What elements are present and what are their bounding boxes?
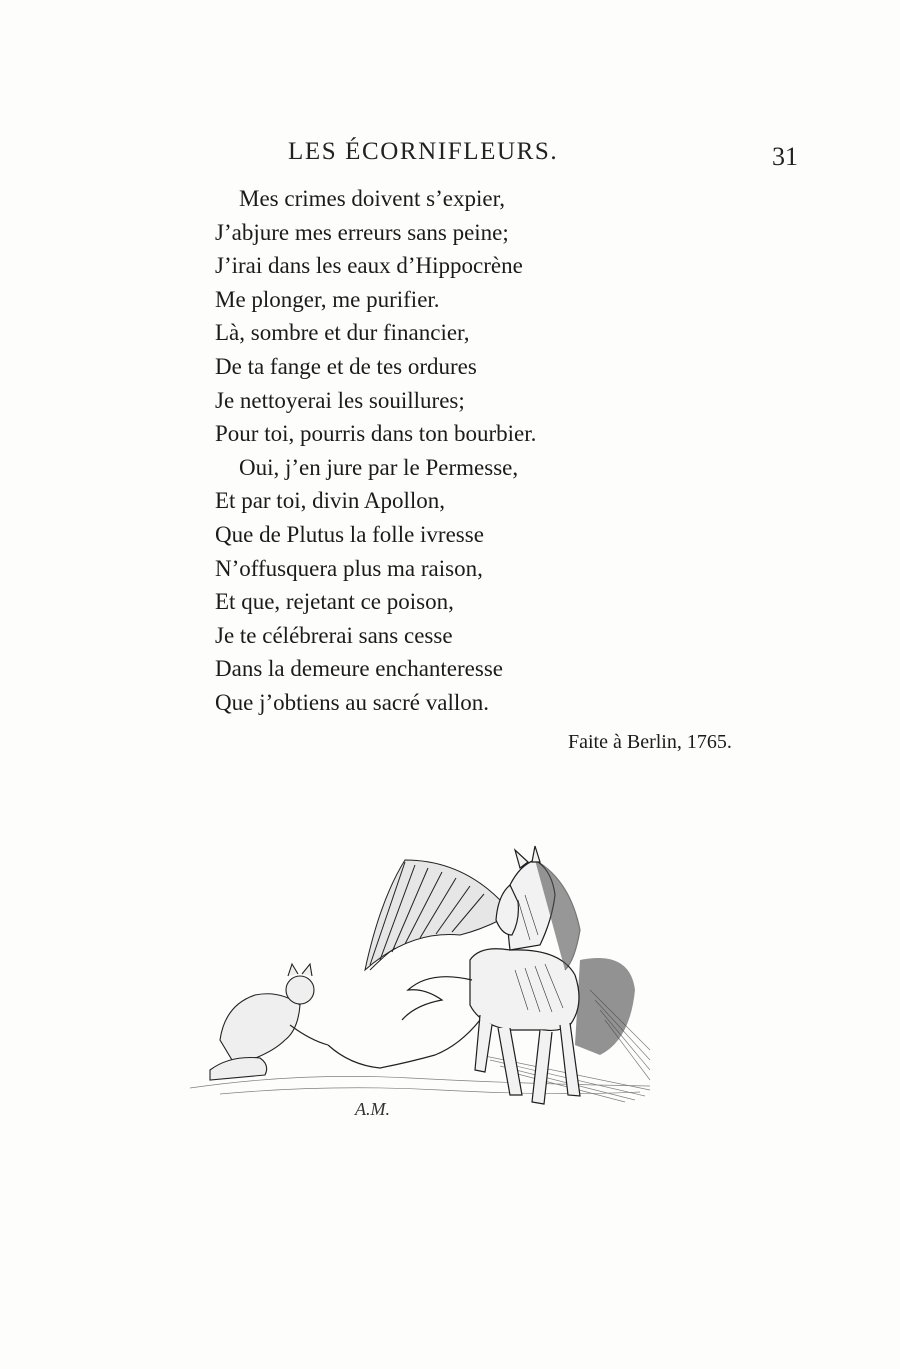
poem-line: Pour toi, pourris dans ton bourbier. xyxy=(215,421,537,447)
poem-line: Je nettoyerai les souillures; xyxy=(215,387,465,413)
poem-line: Oui, j’en jure par le Permesse, xyxy=(239,454,519,480)
poem-line: Mes crimes doivent s’expier, xyxy=(239,186,506,211)
dateline: Faite à Berlin, 1765. xyxy=(568,731,732,753)
poem-line: J’abjure mes erreurs sans peine; xyxy=(215,219,509,245)
running-title: LES ÉCORNIFLEURS. xyxy=(288,138,559,165)
page-number: 31 xyxy=(772,142,798,171)
poem-line: Que de Plutus la folle ivresse xyxy=(215,521,484,547)
poem-body xyxy=(215,182,735,720)
poem-line: Je te célébrerai sans cesse xyxy=(215,622,453,648)
poem-line: J’irai dans les eaux d’Hippocrène xyxy=(215,253,523,279)
poem-line: Et par toi, divin Apollon, xyxy=(215,488,445,514)
pegasus-engraving xyxy=(180,840,670,1130)
poem-line: Dans la demeure enchanteresse xyxy=(215,656,503,682)
poem-line: Me plonger, me purifier. xyxy=(215,286,440,312)
running-head xyxy=(0,138,900,171)
poem-line: Là, sombre et dur financier, xyxy=(215,320,470,346)
artist-monogram: A.M. xyxy=(355,1099,390,1119)
rope xyxy=(328,1020,480,1068)
shadow-mass xyxy=(575,958,635,1055)
poem-line: Et que, rejetant ce poison, xyxy=(215,589,454,615)
poem-line: Que j’obtiens au sacré vallon. xyxy=(215,689,489,715)
poem-line: N’offusquera plus ma raison, xyxy=(215,555,483,581)
poem-line: De ta fange et de tes ordures xyxy=(215,353,477,379)
kneeling-figure xyxy=(210,964,328,1080)
engraving-vignette xyxy=(180,840,670,1130)
